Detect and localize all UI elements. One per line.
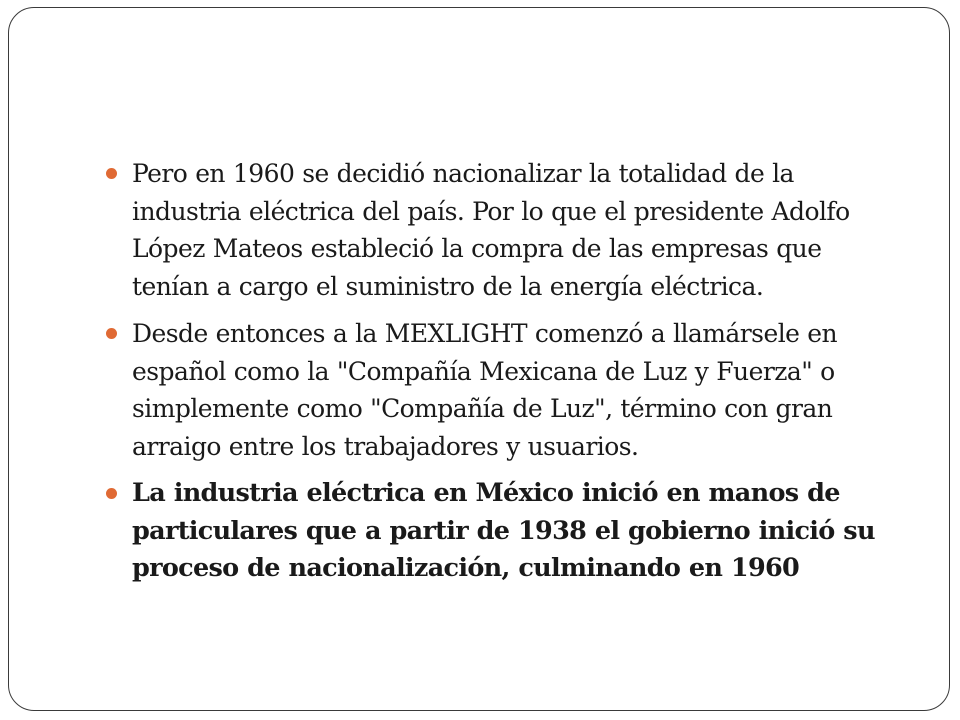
bullet-item-nationalization [104, 155, 904, 305]
bullet-text: Desde entonces a la MEXLIGHT comenzó a llamársele en español como la "Compañía Mexicana de Luz y Fuerza" o simplemente como "Compañía de Luz", término con gran arraigo entre los trabajadores y usuarios. [132, 319, 838, 461]
bullet-dot-icon [106, 488, 117, 499]
bullet-dot-icon [106, 328, 117, 339]
bullet-text: La industria eléctrica en México inició en manos de particulares que a partir de 1938 el gobierno inició su proceso de nacionalización, culminando en 1960 [132, 478, 875, 583]
bullet-item-summary [104, 475, 904, 588]
bullet-item-mexlight [104, 315, 904, 465]
bullet-text: Pero en 1960 se decidió nacionalizar la totalidad de la industria eléctrica del país. Por lo que el presidente Adolfo López Mateos estableció la compra de las empresas que tenían a cargo el suministro de la energía eléctrica. [132, 159, 850, 301]
bullet-dot-icon [106, 168, 117, 179]
bullet-list [104, 155, 904, 598]
